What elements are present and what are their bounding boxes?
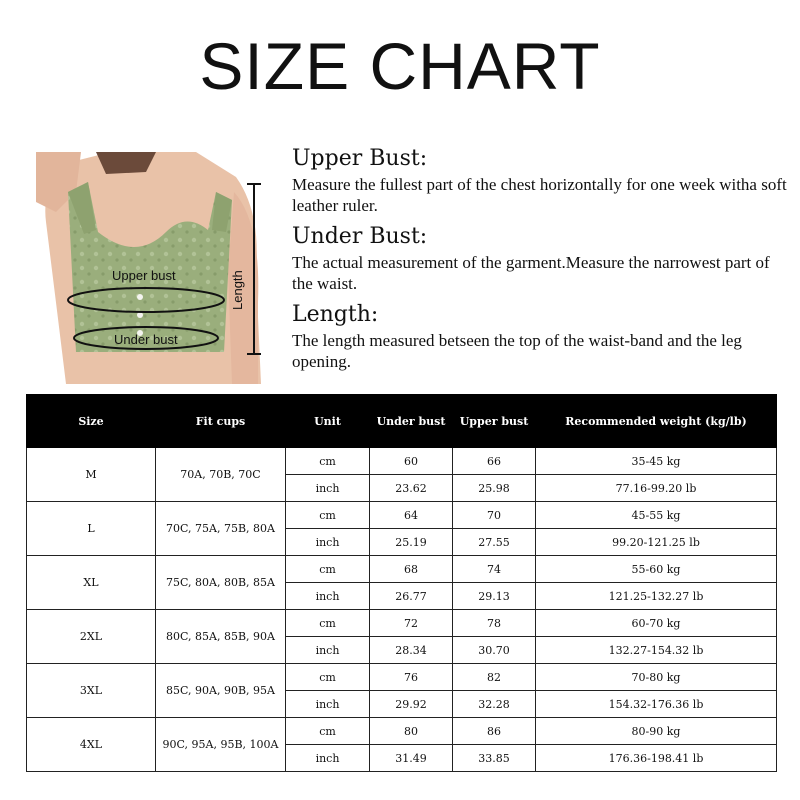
upper-bust-cell: 27.55 xyxy=(453,529,536,556)
upper-bust-cell: 74 xyxy=(453,556,536,583)
unit-cell: inch xyxy=(286,691,370,718)
length-heading: Length: xyxy=(292,302,379,327)
size-cell: XL xyxy=(27,556,156,610)
header-under-bust: Under bust xyxy=(370,395,453,448)
under-bust-text: The actual measurement of the garment.Measure the narrowest part of the waist. xyxy=(292,253,770,293)
under-bust-cell: 72 xyxy=(370,610,453,637)
upper-bust-label: Upper bust xyxy=(112,268,176,283)
upper-bust-cell: 30.70 xyxy=(453,637,536,664)
unit-cell: inch xyxy=(286,583,370,610)
size-table xyxy=(26,394,777,772)
under-bust-description xyxy=(292,222,792,294)
cups-cell: 80C, 85A, 85B, 90A xyxy=(156,610,286,664)
upper-bust-cell: 25.98 xyxy=(453,475,536,502)
weight-cell: 132.27-154.32 lb xyxy=(536,637,777,664)
under-bust-cell: 76 xyxy=(370,664,453,691)
under-bust-label: Under bust xyxy=(114,332,178,347)
page-title: SIZE CHART xyxy=(199,29,601,103)
table-row xyxy=(27,610,777,637)
upper-bust-cell: 78 xyxy=(453,610,536,637)
weight-cell: 60-70 kg xyxy=(536,610,777,637)
upper-bust-cell: 29.13 xyxy=(453,583,536,610)
header-unit: Unit xyxy=(286,395,370,448)
cups-cell: 90C, 95A, 95B, 100A xyxy=(156,718,286,772)
under-bust-cell: 31.49 xyxy=(370,745,453,772)
table-row xyxy=(27,718,777,745)
cups-cell: 70C, 75A, 75B, 80A xyxy=(156,502,286,556)
header-upper-bust: Upper bust xyxy=(453,395,536,448)
weight-cell: 70-80 kg xyxy=(536,664,777,691)
unit-cell: inch xyxy=(286,475,370,502)
length-text: The length measured betseen the top of the waist-band and the leg opening. xyxy=(292,331,742,371)
header-weight: Recommended weight (kg/lb) xyxy=(536,395,777,448)
size-cell: M xyxy=(27,448,156,502)
unit-cell: cm xyxy=(286,664,370,691)
under-bust-cell: 29.92 xyxy=(370,691,453,718)
upper-bust-cell: 86 xyxy=(453,718,536,745)
under-bust-heading: Under Bust: xyxy=(292,224,428,249)
under-bust-cell: 28.34 xyxy=(370,637,453,664)
size-cell: 3XL xyxy=(27,664,156,718)
weight-cell: 176.36-198.41 lb xyxy=(536,745,777,772)
size-cell: L xyxy=(27,502,156,556)
weight-cell: 154.32-176.36 lb xyxy=(536,691,777,718)
under-bust-cell: 80 xyxy=(370,718,453,745)
weight-cell: 99.20-121.25 lb xyxy=(536,529,777,556)
under-bust-cell: 64 xyxy=(370,502,453,529)
table-row xyxy=(27,502,777,529)
size-cell: 2XL xyxy=(27,610,156,664)
upper-bust-cell: 66 xyxy=(453,448,536,475)
cups-cell: 75C, 80A, 80B, 85A xyxy=(156,556,286,610)
under-bust-cell: 26.77 xyxy=(370,583,453,610)
unit-cell: inch xyxy=(286,745,370,772)
unit-cell: cm xyxy=(286,718,370,745)
under-bust-cell: 68 xyxy=(370,556,453,583)
unit-cell: inch xyxy=(286,529,370,556)
weight-cell: 45-55 kg xyxy=(536,502,777,529)
measurement-descriptions xyxy=(292,144,792,378)
header-size: Size xyxy=(27,395,156,448)
upper-bust-cell: 33.85 xyxy=(453,745,536,772)
unit-cell: cm xyxy=(286,610,370,637)
weight-cell: 55-60 kg xyxy=(536,556,777,583)
under-bust-cell: 60 xyxy=(370,448,453,475)
table-header-row xyxy=(27,395,777,448)
cups-cell: 70A, 70B, 70C xyxy=(156,448,286,502)
unit-cell: cm xyxy=(286,556,370,583)
upper-bust-cell: 32.28 xyxy=(453,691,536,718)
under-bust-cell: 23.62 xyxy=(370,475,453,502)
upper-bust-description xyxy=(292,144,792,216)
size-cell: 4XL xyxy=(27,718,156,772)
unit-cell: cm xyxy=(286,448,370,475)
product-photo xyxy=(36,152,272,384)
header-fit-cups: Fit cups xyxy=(156,395,286,448)
length-label: Length xyxy=(230,270,245,310)
weight-cell: 121.25-132.27 lb xyxy=(536,583,777,610)
table-row xyxy=(27,448,777,475)
upper-bust-text: Measure the fullest part of the chest horizontally for one week witha soft leather ruler. xyxy=(292,175,787,215)
upper-bust-heading: Upper Bust: xyxy=(292,146,428,171)
cups-cell: 85C, 90A, 90B, 95A xyxy=(156,664,286,718)
weight-cell: 77.16-99.20 lb xyxy=(536,475,777,502)
unit-cell: inch xyxy=(286,637,370,664)
table-row xyxy=(27,556,777,583)
length-description xyxy=(292,300,792,372)
upper-bust-cell: 82 xyxy=(453,664,536,691)
table-row xyxy=(27,664,777,691)
under-bust-cell: 25.19 xyxy=(370,529,453,556)
upper-bust-cell: 70 xyxy=(453,502,536,529)
unit-cell: cm xyxy=(286,502,370,529)
weight-cell: 35-45 kg xyxy=(536,448,777,475)
weight-cell: 80-90 kg xyxy=(536,718,777,745)
